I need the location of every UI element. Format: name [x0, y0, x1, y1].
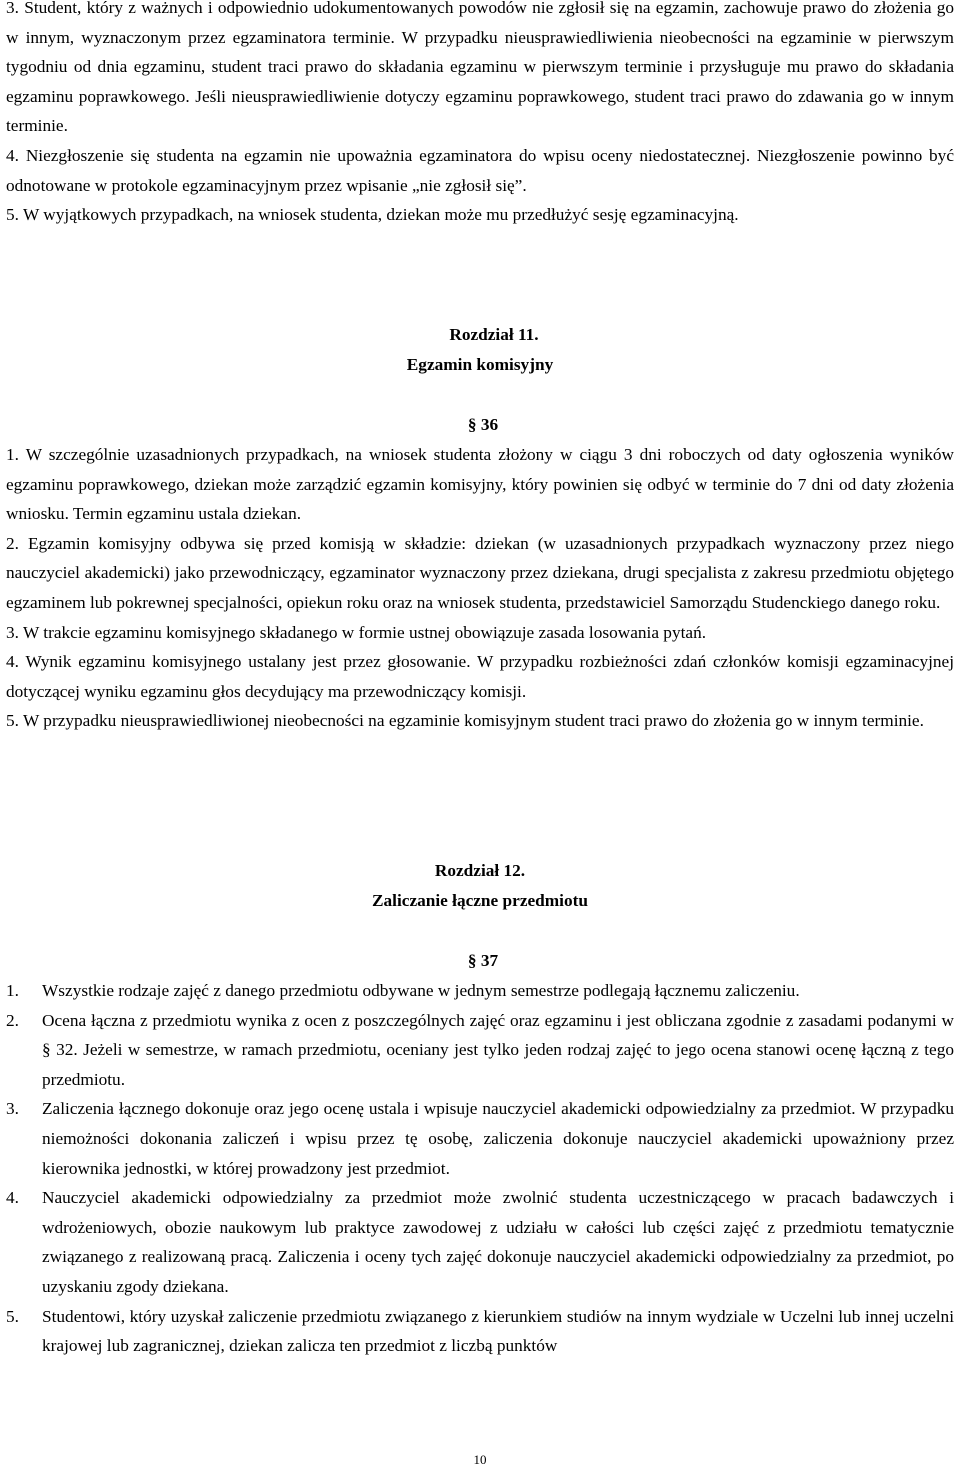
paragraph-2 [6, 529, 954, 618]
section-37-body [6, 976, 954, 1361]
paragraph-5 [6, 706, 954, 736]
section-37-heading [0, 946, 960, 976]
section-36-body [6, 440, 954, 736]
paragraph-3 [6, 1094, 954, 1183]
chapter-number: Rozdział 11. [449, 325, 539, 344]
paragraph-5 [6, 200, 954, 230]
paragraph-4 [6, 647, 954, 706]
item-number: 1. [6, 981, 19, 1000]
section-number: § 37 [467, 951, 499, 970]
item-number: 5. [6, 1306, 19, 1326]
section-36-heading [0, 410, 960, 440]
paragraph-1 [6, 976, 954, 1006]
item-text: Egzamin komisyjny odbywa się przed komisją w składzie: dziekan (w uzasadnionych przypadkach wyznaczony przez niego nauczyciel akademicki) jako przewodniczący, egzaminator wyznaczony przez dziekana, drugi specjalista z zakresu przedmiotu objętego egzaminem lub pokrewnej specjalności, opiekun roku oraz na wniosek studenta, przedstawiciel Samorządu Studenckiego danego roku. [6, 533, 955, 612]
item-number: 3. [6, 1099, 19, 1119]
item-number: 2. [6, 1010, 19, 1030]
item-number: 3. [6, 0, 19, 17]
item-text: Ocena łączna z przedmiotu wynika z ocen z poszczególnych zajęć oraz egzaminu i jest obliczana zgodnie z zasadami podanymi w § 32. Jeżeli w semestrze, w ramach przedmiotu, oceniany jest tylko jeden rodzaj zajęć to jego ocena stanowi ocenę łączną z tego przedmiotu. [42, 1010, 954, 1089]
chapter-11 [0, 320, 960, 379]
paragraph-3 [6, 618, 954, 648]
item-number: 4. [6, 1188, 19, 1208]
paragraph-5 [6, 1302, 954, 1361]
item-text: Studentowi, który uzyskał zaliczenie przedmiotu związanego z kierunkiem studiów na innym wydziale w Uczelni lub innej uczelni krajowej lub zagranicznej, dziekan zalicza ten przedmiot z liczbą punktów [42, 1306, 954, 1356]
item-text: W przypadku nieusprawiedliwionej nieobecności na egzaminie komisyjnym student traci prawo do złożenia go w innym terminie. [22, 711, 924, 731]
paragraph-1 [6, 440, 954, 529]
item-text: W szczególnie uzasadnionych przypadkach, na wniosek studenta złożony w ciągu 3 dni roboczych od daty ogłoszenia wyników egzaminu poprawkowego, dziekan może zarządzić egzamin komisyjny, który powinien się odbyć w terminie do 7 dni od daty złożenia wniosku. Termin egzaminu ustala dziekan. [6, 445, 954, 524]
item-number: 4. [6, 145, 19, 165]
chapter-title: Egzamin komisyjny [406, 354, 554, 374]
item-number: 3. [6, 622, 19, 642]
item-text: Wynik egzaminu komisyjnego ustalany jest przez głosowanie. W przypadku rozbieżności zdań członków komisji egzaminacyjnej dotyczącej wyniku egzaminu głos decydujący ma przewodniczący komisji. [6, 652, 954, 701]
item-text: Nauczyciel akademicki odpowiedzialny za przedmiot może zwolnić studenta uczestniczącego w pracach badawczych i wdrożeniowych, obozie naukowym lub praktyce zawodowej z udziału w całości lub części zajęć z przedmiotu tematycznie związanego z realizowaną pracą. Zaliczenia i oceny tych zajęć dokonuje nauczyciel akademicki odpowiedzialny za przedmiot, po uzyskaniu zgody dziekana. [42, 1188, 954, 1296]
item-text: Student, który z ważnych i odpowiednio udokumentowanych powodów nie zgłosił się na egzamin, zachowuje prawo do złożenia go w innym, wyznaczonym przez egzaminatora terminie. W przypadku nieusprawiedliwienia nieobecności na egzaminie w pierwszym tygodniu od dnia egzaminu, student traci prawo do składania egzaminu w pierwszym terminie i przysługuje mu prawo do składania egzaminu poprawkowego. Jeśli nieusprawiedliwienie dotyczy egzaminu poprawkowego, student traci prawo do zdawania go w innym terminie. [6, 0, 954, 136]
chapter-number: Rozdział 12. [434, 861, 526, 880]
chapter-12 [0, 856, 960, 915]
chapter-title: Zaliczanie łączne przedmiotu [372, 890, 588, 910]
paragraph-4 [6, 1183, 954, 1301]
section-35-continuation [6, 0, 954, 230]
item-text: Wszystkie rodzaje zajęć z danego przedmiotu odbywane w jednym semestrze podlegają łącznemu zaliczeniu. [42, 981, 800, 1000]
paragraph-4 [6, 141, 954, 200]
section-number: § 36 [467, 415, 499, 434]
page-number: 10 [473, 1452, 487, 1467]
item-number: 5. [6, 205, 19, 225]
paragraph-2 [6, 1006, 954, 1095]
item-number: 2. [6, 533, 19, 553]
item-number: 1. [6, 445, 19, 464]
paragraph-3 [6, 0, 954, 141]
item-text: W trakcie egzaminu komisyjnego składanego w formie ustnej obowiązuje zasada losowania pytań. [22, 622, 707, 642]
item-text: Niezgłoszenie się studenta na egzamin nie upoważnia egzaminatora do wpisu oceny niedostatecznej. Niezgłoszenie powinno być odnotowane w protokole egzaminacyjnym przez wpisanie „nie zgłosił się”. [6, 145, 954, 195]
item-text: Zaliczenia łącznego dokonuje oraz jego ocenę ustala i wpisuje nauczyciel akademicki odpowiedzialny za przedmiot. W przypadku niemożności dokonania zaliczeń i wpisu przez tę osobę, zaliczenia dokonuje nauczyciel akademicki upoważniony przez kierownika jednostki, w której prowadzony jest przedmiot. [42, 1099, 954, 1178]
item-text: W wyjątkowych przypadkach, na wniosek studenta, dziekan może mu przedłużyć sesję egzaminacyjną. [22, 205, 739, 225]
item-number: 4. [6, 652, 19, 672]
item-number: 5. [6, 711, 19, 731]
